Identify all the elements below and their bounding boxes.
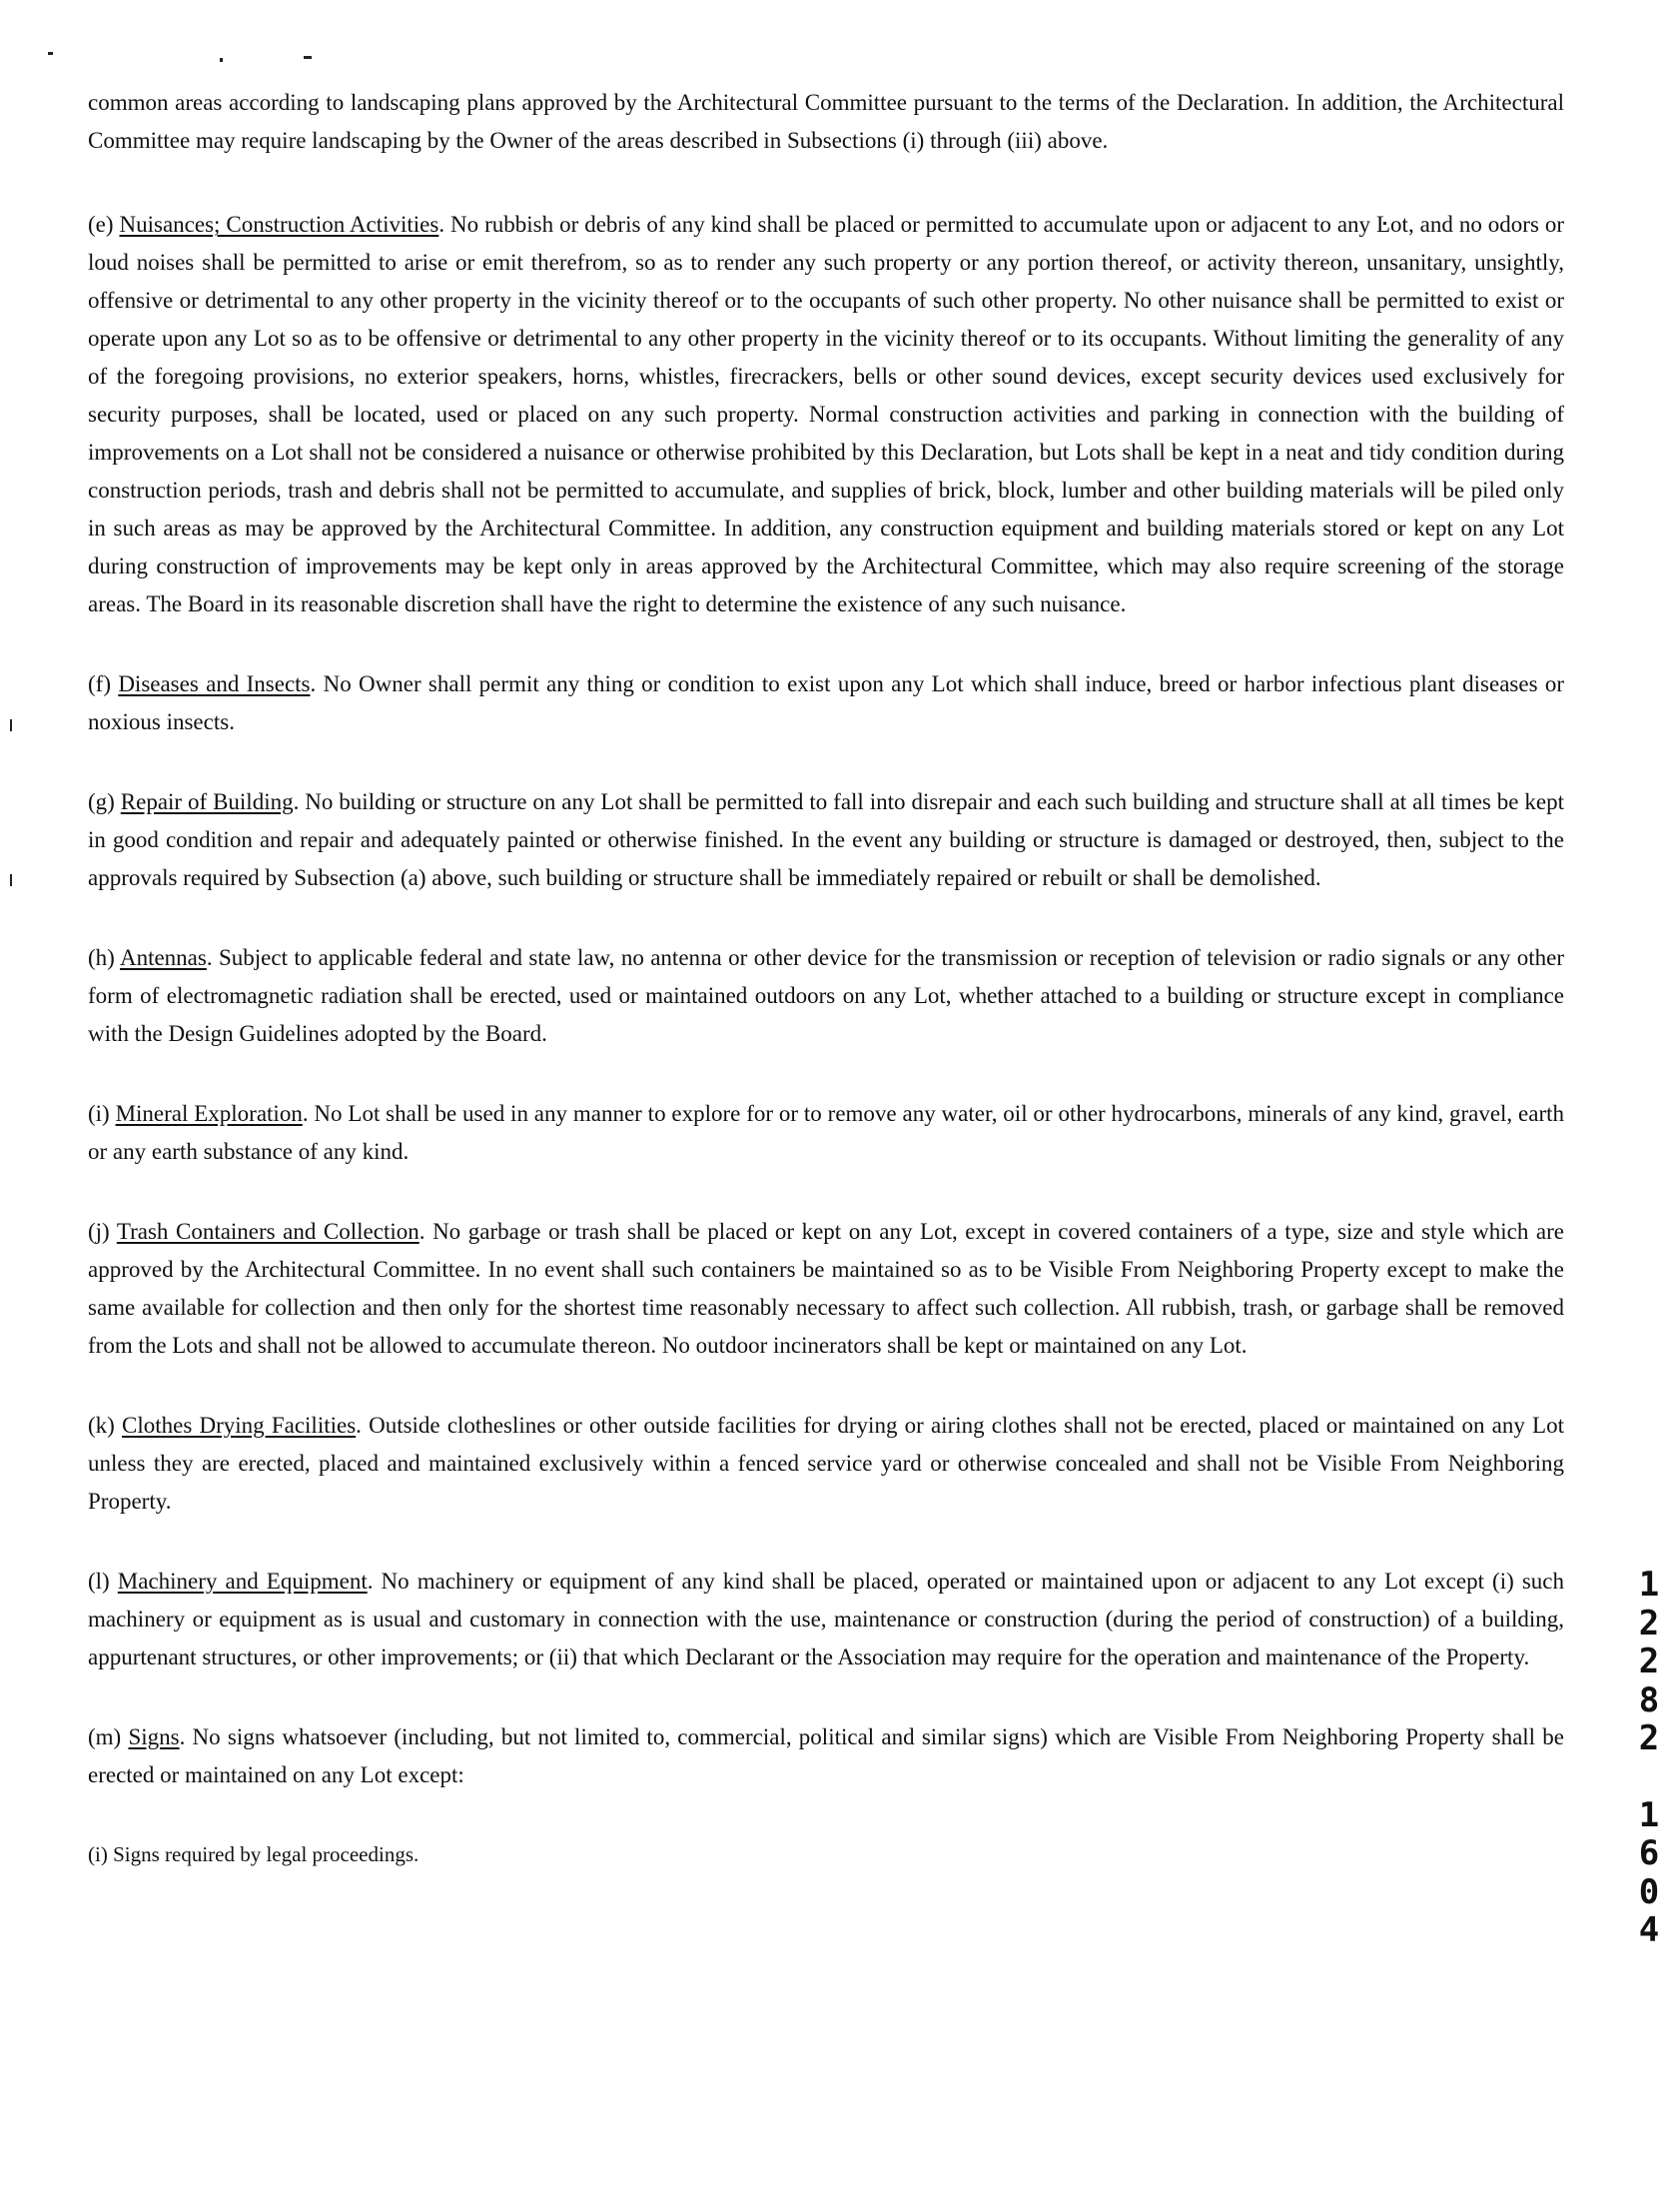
section-paragraph (88, 1095, 1564, 1171)
section-heading: Diseases and Insects (118, 671, 311, 696)
recording-digit: 2 (1638, 1718, 1660, 1758)
section-paragraph (88, 665, 1564, 741)
section-paragraph (88, 1563, 1564, 1676)
recording-digit: 1 (1638, 1794, 1660, 1835)
recording-digit: 0 (1638, 1871, 1660, 1912)
section-heading: Antennas (119, 945, 207, 970)
section-heading: Trash Containers and Collection (116, 1219, 420, 1244)
recording-digit: 6 (1638, 1833, 1660, 1873)
recording-digit: 8 (1638, 1679, 1660, 1720)
subitem-paragraph: (i) Signs required by legal proceedings. (88, 1842, 420, 1866)
recording-digit: 4 (1638, 1910, 1660, 1950)
recording-number-gap (1632, 1758, 1666, 1796)
section-letter: (l) (88, 1569, 110, 1594)
section-heading: Signs (128, 1724, 180, 1749)
section-heading: Nuisances; Construction Activities (119, 212, 439, 237)
section-heading: Machinery and Equipment (117, 1569, 368, 1594)
section-body: . No signs whatsoever (including, but not limited to, commercial, political and similar signs) which are Visible From Neighboring Property shall be erected or maintained on any Lot except: (88, 1724, 1564, 1787)
section-letter: (h) (88, 945, 115, 970)
section-list (88, 206, 1564, 1794)
section-body: . Subject to applicable federal and state law, no antenna or other device for the transmission or reception of television or radio signals or any other form of electromagnetic radiation shall be erected, used or maintained outdoors on any Lot, whether attached to a building or structure except in compliance with the Design Guidelines adopted by the Board. (88, 945, 1564, 1046)
section-body: . No rubbish or debris of any kind shall be placed or permitted to accumulate upon or adjacent to any Lot, and no odors or loud noises shall be permitted to arise or emit therefrom, so as to render any such property or any portion thereof, or activity thereon, unsanitary, unsightly, offensive or detrimental to any other property in the vicinity thereof or to the occupants of such other property. No other nuisance shall be permitted to exist or operate upon any Lot so as to be offensive or detrimental to any other property in the vicinity thereof or to its occupants. Without limiting the generality of any of the foregoing provisions, no exterior speakers, horns, whistles, firecrackers, bells or other sound devices, except security devices used exclusively for security purposes, shall be located, used or placed on any such property. Normal construction activities and parking in connection with the building of improvements on a Lot shall not be considered a nuisance or otherwise prohibited by this Declaration, but Lots shall be kept in a neat and tidy condition during construction periods, trash and debris shall not be permitted to accumulate, and supplies of brick, block, lumber and other building materials will be piled only in such areas as may be approved by the Architectural Committee. In addition, any construction equipment and building materials stored or kept on any Lot during construction of improvements may be kept only in areas approved by the Architectural Committee, which may also require screening of the storage areas. The Board in its reasonable discretion shall have the right to determine the existence of any such nuisance. (88, 212, 1565, 616)
section-paragraph (88, 783, 1564, 897)
intro-paragraph: common areas according to landscaping plans approved by the Architectural Committee pursuant to the terms of the Declaration. In addition, the Architectural Committee may require landscaping by the Owner of the areas described in Subsections (i) through (iii) above. (88, 90, 1564, 153)
section-body: . No Owner shall permit any thing or condition to exist upon any Lot which shall induce, breed or harbor infectious plant diseases or noxious insects. (88, 671, 1565, 734)
recording-digit: 1 (1638, 1565, 1660, 1605)
scan-speck (48, 52, 53, 55)
section-letter: (e) (88, 212, 114, 237)
section-paragraph (88, 1407, 1564, 1521)
section-heading: Mineral Exploration (115, 1101, 303, 1126)
section-letter: (m) (88, 1724, 122, 1749)
recording-number (1632, 1566, 1666, 1950)
section-paragraph (88, 939, 1564, 1053)
scan-speck (10, 874, 12, 886)
recording-number-group-2 (1632, 1796, 1666, 1950)
scan-speck (220, 58, 223, 62)
recording-number-group-1 (1632, 1566, 1666, 1758)
section-letter: (f) (88, 671, 111, 696)
section-paragraph (88, 1718, 1564, 1794)
section-heading: Clothes Drying Facilities (122, 1413, 357, 1438)
section-letter: (i) (88, 1101, 110, 1126)
section-body: . No building or structure on any Lot shall be permitted to fall into disrepair and each such building and structure shall at all times be kept in good condition and repair and adequately painted or otherwise finished. In the event any building or structure is damaged or destroyed, then, subject to the approvals required by Subsection (a) above, such building or structure shall be immediately repaired or rebuilt or shall be demolished. (88, 789, 1565, 890)
section-body: . No machinery or equipment of any kind shall be placed, operated or maintained upon or adjacent to any Lot except (i) such machinery or equipment as is usual and customary in connection with the use, maintenance or construction (during the period of construction) of a building, appurtenant structures, or other improvements; or (ii) that which Declarant or the Association may require for the operation and maintenance of the Property. (88, 1569, 1564, 1669)
section-letter: (k) (88, 1413, 115, 1438)
scan-speck (304, 56, 312, 59)
section-body: . Outside clotheslines or other outside facilities for drying or airing clothes shall not be erected, placed or maintained on any Lot unless they are erected, placed and maintained exclusively within a fenced service yard or otherwise concealed and shall not be Visible From Neighboring Property. (88, 1413, 1564, 1514)
section-body: . No Lot shall be used in any manner to explore for or to remove any water, oil or other hydrocarbons, minerals of any kind, gravel, earth or any earth substance of any kind. (88, 1101, 1564, 1164)
section-body: . No garbage or trash shall be placed or kept on any Lot, except in covered containers of a type, size and style which are approved by the Architectural Committee. In no event shall such containers be maintained so as to be Visible From Neighboring Property except to make the same available for collection and then only for the shortest time reasonably necessary to affect such collection. All rubbish, trash, or garbage shall be removed from the Lots and shall not be allowed to accumulate thereon. No outdoor incinerators shall be kept or maintained on any Lot. (88, 1219, 1564, 1358)
recording-digit: 2 (1638, 1603, 1660, 1644)
document-body (88, 84, 1564, 1872)
recording-digit: 2 (1638, 1642, 1660, 1681)
section-paragraph (88, 1213, 1564, 1365)
section-heading: Repair of Building (120, 789, 294, 814)
section-letter: (g) (88, 789, 115, 814)
section-letter: (j) (88, 1219, 110, 1244)
section-paragraph (88, 206, 1564, 623)
scan-speck (10, 719, 12, 731)
